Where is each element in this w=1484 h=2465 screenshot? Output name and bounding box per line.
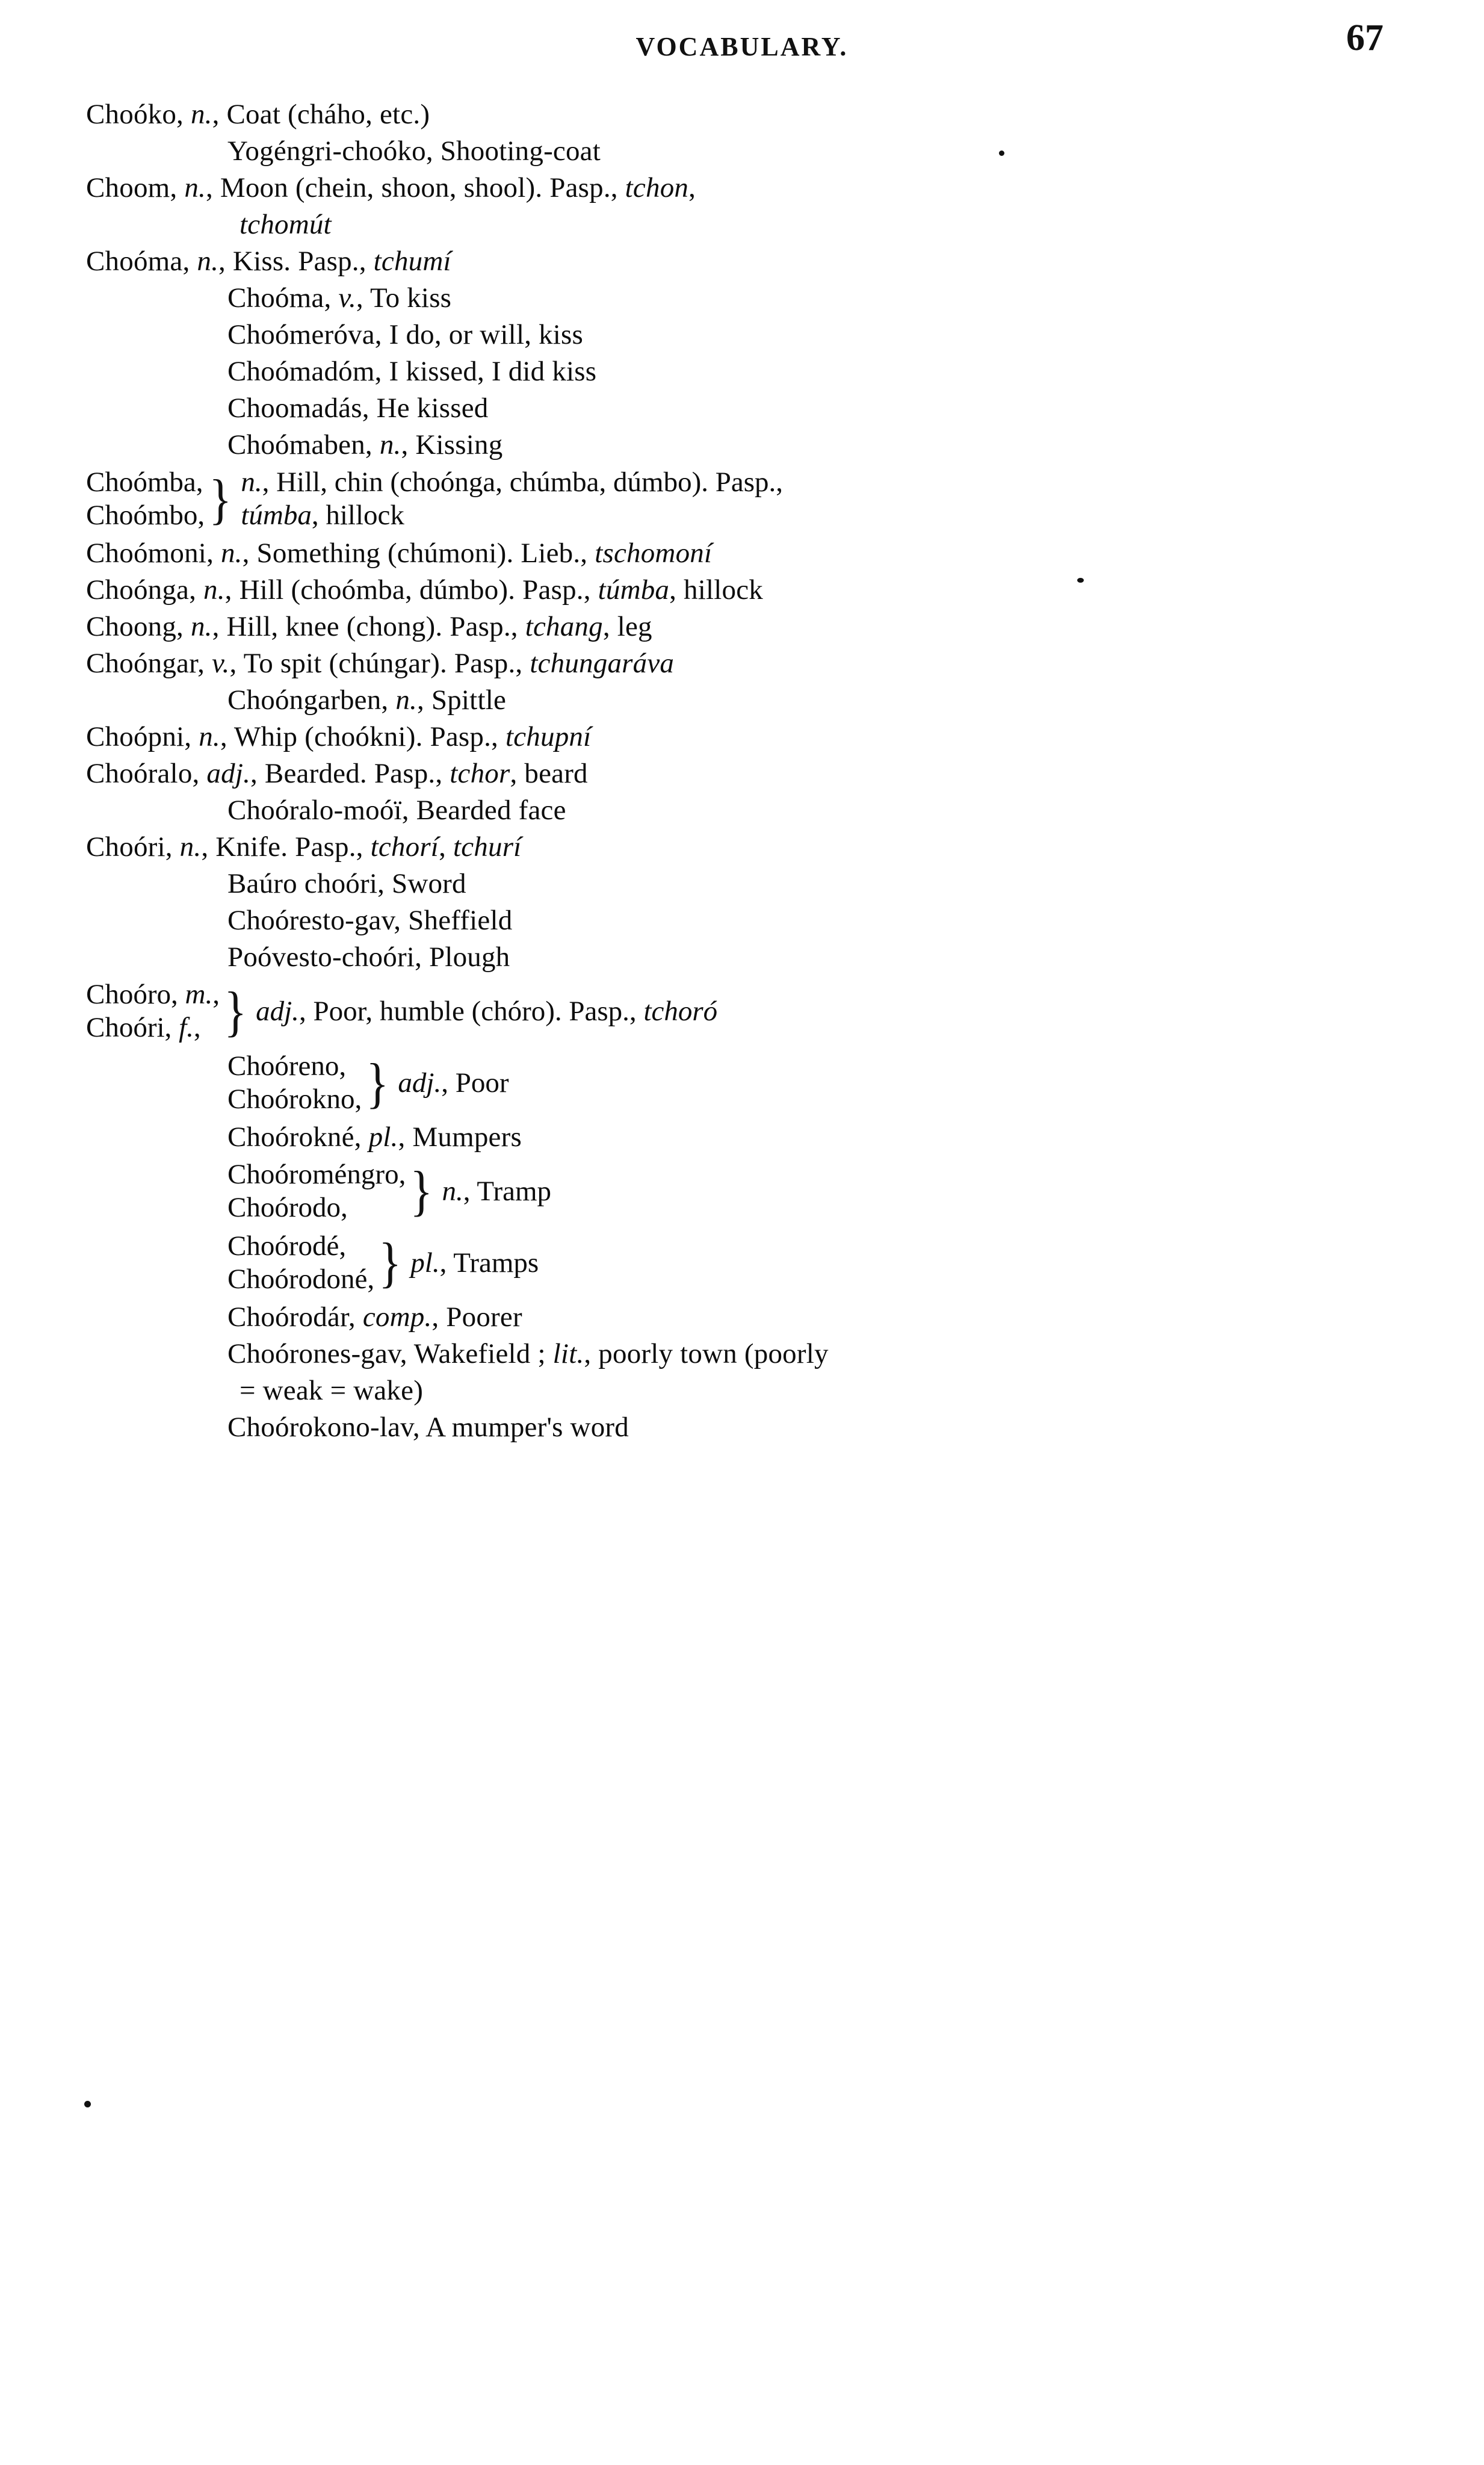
brace-headword: Choórodo,: [227, 1192, 348, 1224]
brace-entry-group: [227, 1227, 1398, 1299]
curly-brace-icon: }: [410, 1160, 433, 1222]
brace-headwords: [86, 466, 205, 533]
entry-line: Choórones-gav, Wakefield ; lit., poorly town (poorly: [227, 1338, 829, 1369]
brace-headwords: [227, 1158, 406, 1225]
entry-line: Choórokono-lav, A mumper's word: [227, 1411, 629, 1443]
entry-line: Choomadás, He kissed: [227, 392, 489, 424]
page-title: VOCABULARY.: [635, 32, 849, 61]
brace-headword: Choómba,: [86, 467, 203, 498]
brace-headword: Choómbo,: [86, 500, 205, 532]
brace-headword: Choóri, f.,: [86, 1012, 201, 1044]
entry-line: Choónga, n., Hill (choómba, dúmbo). Pasp., túmba, hillock: [86, 574, 763, 606]
brace-definition-line: adj., Poor: [398, 1067, 509, 1099]
entry-line: Choom, n., Moon (chein, shoon, shool). Pasp., tchon,: [86, 172, 696, 203]
brace-headword: Choórodé,: [227, 1230, 347, 1262]
brace-headwords: [227, 1050, 362, 1117]
brace-definition: [398, 1069, 509, 1097]
print-speck: [1077, 578, 1084, 583]
entry-line: Choóralo-moóï, Bearded face: [227, 794, 566, 826]
entry-line: = weak = wake): [240, 1374, 424, 1406]
page-header: [86, 0, 1398, 90]
brace-entry-group: [86, 976, 1398, 1047]
entry-line: Choórodár, comp., Poorer: [227, 1301, 522, 1333]
entry-line: Poóvesto-choóri, Plough: [227, 941, 510, 973]
entry-line: Choóresto-gav, Sheffield: [227, 904, 513, 936]
curly-brace-icon: }: [224, 980, 247, 1042]
brace-definition: [256, 997, 717, 1026]
entry-line: Choóko, n., Coat (cháho, etc.): [86, 99, 430, 130]
brace-definition-line: n., Hill, chin (choónga, chúmba, dúmbo). Pasp.,: [241, 467, 784, 498]
entry-line: Choómadóm, I kissed, I did kiss: [227, 356, 597, 387]
entry-line: Choópni, n., Whip (choókni). Pasp., tchupní: [86, 721, 592, 752]
brace-headword: Choóroméngro,: [227, 1158, 406, 1190]
brace-entry-group: [227, 1156, 1398, 1227]
brace-entry-group: [227, 1047, 1398, 1119]
entry-line: Choóma, v., To kiss: [227, 282, 452, 314]
entry-line: tchomút: [240, 209, 332, 240]
curly-brace-icon: }: [379, 1232, 401, 1294]
brace-definition-line: túmba, hillock: [241, 500, 404, 532]
page-number: 67: [1346, 17, 1384, 58]
entry-line: Choóri, n., Knife. Pasp., tchorí, tchurí: [86, 831, 522, 863]
curly-brace-icon: }: [366, 1052, 389, 1114]
brace-definition: [410, 1249, 539, 1277]
brace-headword: Choóreno,: [227, 1050, 347, 1082]
entry-line: Choómeróva, I do, or will, kiss: [227, 319, 584, 350]
dictionary-entries: [86, 90, 1398, 1446]
entry-line: Choóngarben, n., Spittle: [227, 684, 507, 716]
entry-line: Yogéngri-choóko, Shooting-coat: [227, 135, 601, 167]
brace-entry-group: [86, 464, 1398, 535]
brace-headword: Choórokno,: [227, 1084, 362, 1115]
entry-line: Choómoni, n., Something (chúmoni). Lieb., tschomoní: [86, 537, 713, 569]
print-speck: [84, 2101, 91, 2107]
curly-brace-icon: }: [209, 468, 232, 530]
entry-line: Choóma, n., Kiss. Pasp., tchumí: [86, 246, 451, 277]
entry-line: Choóngar, v., To spit (chúngar). Pasp., tchungaráva: [86, 647, 675, 679]
brace-headwords: [227, 1230, 374, 1297]
brace-definition: [241, 466, 783, 533]
entry-line: Baúro choóri, Sword: [227, 867, 466, 899]
brace-headword: Choóro, m.,: [86, 978, 220, 1010]
brace-headwords: [86, 978, 220, 1045]
brace-definition: [442, 1177, 552, 1206]
print-speck: [999, 150, 1004, 156]
brace-definition-line: pl., Tramps: [410, 1247, 539, 1279]
brace-definition-line: n., Tramp: [442, 1175, 552, 1207]
entry-line: Choong, n., Hill, knee (chong). Pasp., tchang, leg: [86, 610, 652, 642]
entry-line: Choórokné, pl., Mumpers: [227, 1121, 522, 1153]
brace-definition-line: adj., Poor, humble (chóro). Pasp., tchoró: [256, 995, 718, 1027]
entry-line: Choómaben, n., Kissing: [227, 429, 503, 460]
brace-headword: Choórodoné,: [227, 1264, 375, 1295]
entry-line: Choóralo, adj., Bearded. Pasp., tchor, beard: [86, 757, 588, 789]
